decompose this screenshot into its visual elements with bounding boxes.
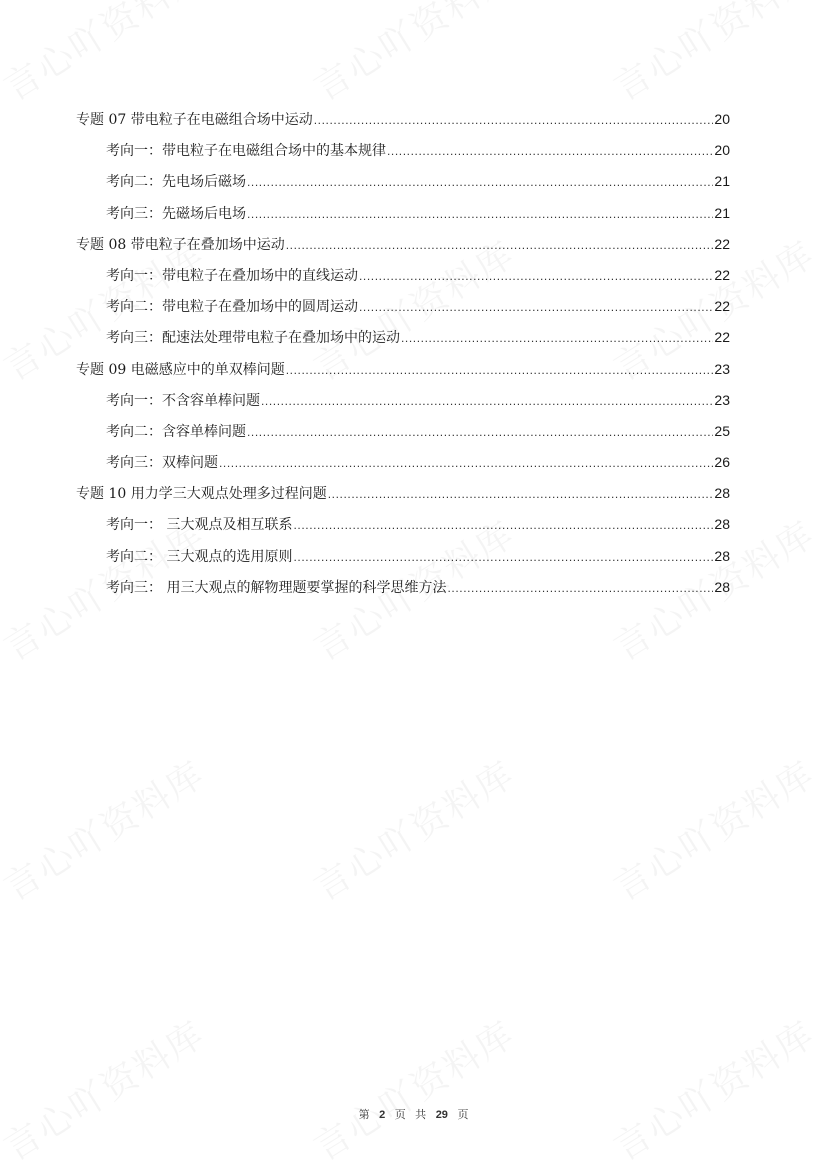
- toc-page-number: 21: [714, 173, 730, 190]
- toc-label: [106, 261, 358, 292]
- watermark-text: [603, 747, 823, 911]
- toc-subitem[interactable]: [76, 135, 730, 166]
- toc-title: 双棒问题: [162, 455, 218, 472]
- toc-title: 先磁场后电场: [162, 205, 246, 222]
- watermark-text: [603, 0, 823, 111]
- toc-page-number: 22: [714, 298, 730, 315]
- toc-heading[interactable]: [76, 104, 730, 135]
- toc-title: 三大观点的选用原则: [162, 548, 293, 565]
- toc-page-number: 26: [714, 454, 730, 471]
- toc-label: [106, 292, 358, 323]
- toc-label: [106, 573, 446, 604]
- toc-title: 先电场后磁场: [162, 174, 246, 191]
- toc-prefix: 考向二：: [106, 548, 162, 565]
- table-of-contents: [76, 104, 730, 603]
- toc-page-number: 25: [714, 422, 730, 439]
- toc-subitem[interactable]: [76, 416, 730, 447]
- toc-page-number: 28: [714, 578, 730, 595]
- toc-label: [76, 355, 285, 386]
- dot-leader: [387, 136, 713, 167]
- toc-subitem[interactable]: [76, 198, 730, 229]
- toc-prefix: 考向一：: [106, 517, 162, 534]
- toc-title: 用三大观点的解物理题要掌握的科学思维方法: [162, 579, 447, 596]
- toc-subitem[interactable]: [76, 572, 730, 603]
- toc-title: 三大观点及相互联系: [162, 517, 293, 534]
- toc-page-number: 23: [714, 391, 730, 408]
- dot-leader: [286, 355, 714, 386]
- toc-label: [106, 167, 246, 198]
- toc-page-number: 23: [714, 360, 730, 377]
- toc-subitem[interactable]: [76, 509, 730, 540]
- toc-heading[interactable]: [76, 229, 730, 260]
- toc-subitem[interactable]: [76, 541, 730, 572]
- dot-leader: [359, 261, 713, 292]
- toc-label: [106, 417, 246, 448]
- toc-title: 带电粒子在电磁组合场中的基本规律: [162, 143, 386, 160]
- toc-prefix: 考向二：: [106, 423, 162, 440]
- current-page-number: 2: [379, 1109, 386, 1121]
- watermark-text: [303, 0, 523, 111]
- toc-page-number: 28: [714, 516, 730, 533]
- watermark-text: [0, 747, 213, 911]
- toc-page-number: 20: [714, 142, 730, 159]
- toc-prefix: 专题 08: [76, 236, 127, 253]
- toc-prefix: 专题 10: [76, 486, 127, 503]
- watermark-text: [303, 1007, 523, 1171]
- footer-text: 页 共: [394, 1108, 427, 1121]
- watermark-text: [603, 1007, 823, 1171]
- toc-page-number: 22: [714, 235, 730, 252]
- toc-page-number: 28: [714, 547, 730, 564]
- dot-leader: [328, 479, 714, 510]
- footer-text: 页: [457, 1108, 469, 1121]
- toc-label: [106, 199, 246, 230]
- toc-prefix: 考向三：: [106, 205, 162, 222]
- toc-heading[interactable]: [76, 478, 730, 509]
- dot-leader: [314, 105, 714, 136]
- toc-title: 带电粒子在电磁组合场中运动: [130, 112, 313, 128]
- toc-subitem[interactable]: [76, 260, 730, 291]
- toc-page-number: 28: [714, 485, 730, 502]
- dot-leader: [219, 448, 713, 479]
- toc-page-number: 20: [714, 111, 730, 127]
- toc-prefix: 考向一：: [106, 392, 162, 409]
- toc-prefix: 考向三：: [106, 330, 162, 347]
- dot-leader: [293, 542, 713, 573]
- dot-leader: [401, 323, 713, 354]
- toc-label: [106, 510, 292, 541]
- dot-leader: [293, 510, 713, 541]
- toc-label: [106, 323, 400, 354]
- toc-prefix: 考向一：: [106, 267, 162, 284]
- toc-page-number: 22: [714, 266, 730, 283]
- toc-prefix: 考向三：: [106, 579, 162, 596]
- toc-subitem[interactable]: [76, 322, 730, 353]
- dot-leader: [286, 230, 714, 261]
- watermark-text: [303, 747, 523, 911]
- toc-prefix: 专题 09: [76, 361, 127, 378]
- toc-title: 含容单棒问题: [162, 423, 246, 440]
- dot-leader: [261, 386, 713, 417]
- toc-label: [106, 136, 386, 167]
- toc-page-number: 22: [714, 329, 730, 346]
- toc-label: [76, 105, 313, 136]
- page-footer: [0, 1106, 827, 1122]
- toc-prefix: 考向二：: [106, 174, 162, 191]
- dot-leader: [359, 292, 713, 323]
- toc-prefix: 考向二：: [106, 299, 162, 316]
- toc-title: 带电粒子在叠加场中的圆周运动: [162, 299, 358, 316]
- toc-subitem[interactable]: [76, 447, 730, 478]
- toc-prefix: 专题 07: [76, 112, 127, 128]
- total-pages-number: 29: [435, 1109, 448, 1121]
- watermark-text: [0, 0, 213, 111]
- toc-title: 配速法处理带电粒子在叠加场中的运动: [162, 330, 400, 347]
- toc-subitem[interactable]: [76, 291, 730, 322]
- footer-text: 第: [358, 1108, 370, 1121]
- watermark-text: [0, 1007, 213, 1171]
- toc-prefix: 考向一：: [106, 143, 162, 160]
- toc-page-number: 21: [714, 204, 730, 221]
- toc-title: 带电粒子在叠加场中的直线运动: [162, 267, 358, 284]
- dot-leader: [447, 573, 713, 604]
- toc-title: 不含容单棒问题: [162, 392, 260, 409]
- toc-subitem[interactable]: [76, 166, 730, 197]
- toc-label: [106, 542, 292, 573]
- toc-label: [76, 230, 285, 261]
- toc-title: 用力学三大观点处理多过程问题: [130, 486, 327, 503]
- dot-leader: [247, 167, 713, 198]
- toc-subitem[interactable]: [76, 385, 730, 416]
- toc-label: [106, 386, 260, 417]
- dot-leader: [247, 199, 713, 230]
- toc-title: 电磁感应中的单双棒问题: [130, 361, 285, 378]
- toc-label: [76, 479, 327, 510]
- toc-title: 带电粒子在叠加场中运动: [130, 236, 285, 253]
- toc-label: [106, 448, 218, 479]
- toc-heading[interactable]: [76, 354, 730, 385]
- dot-leader: [247, 417, 713, 448]
- toc-prefix: 考向三：: [106, 455, 162, 472]
